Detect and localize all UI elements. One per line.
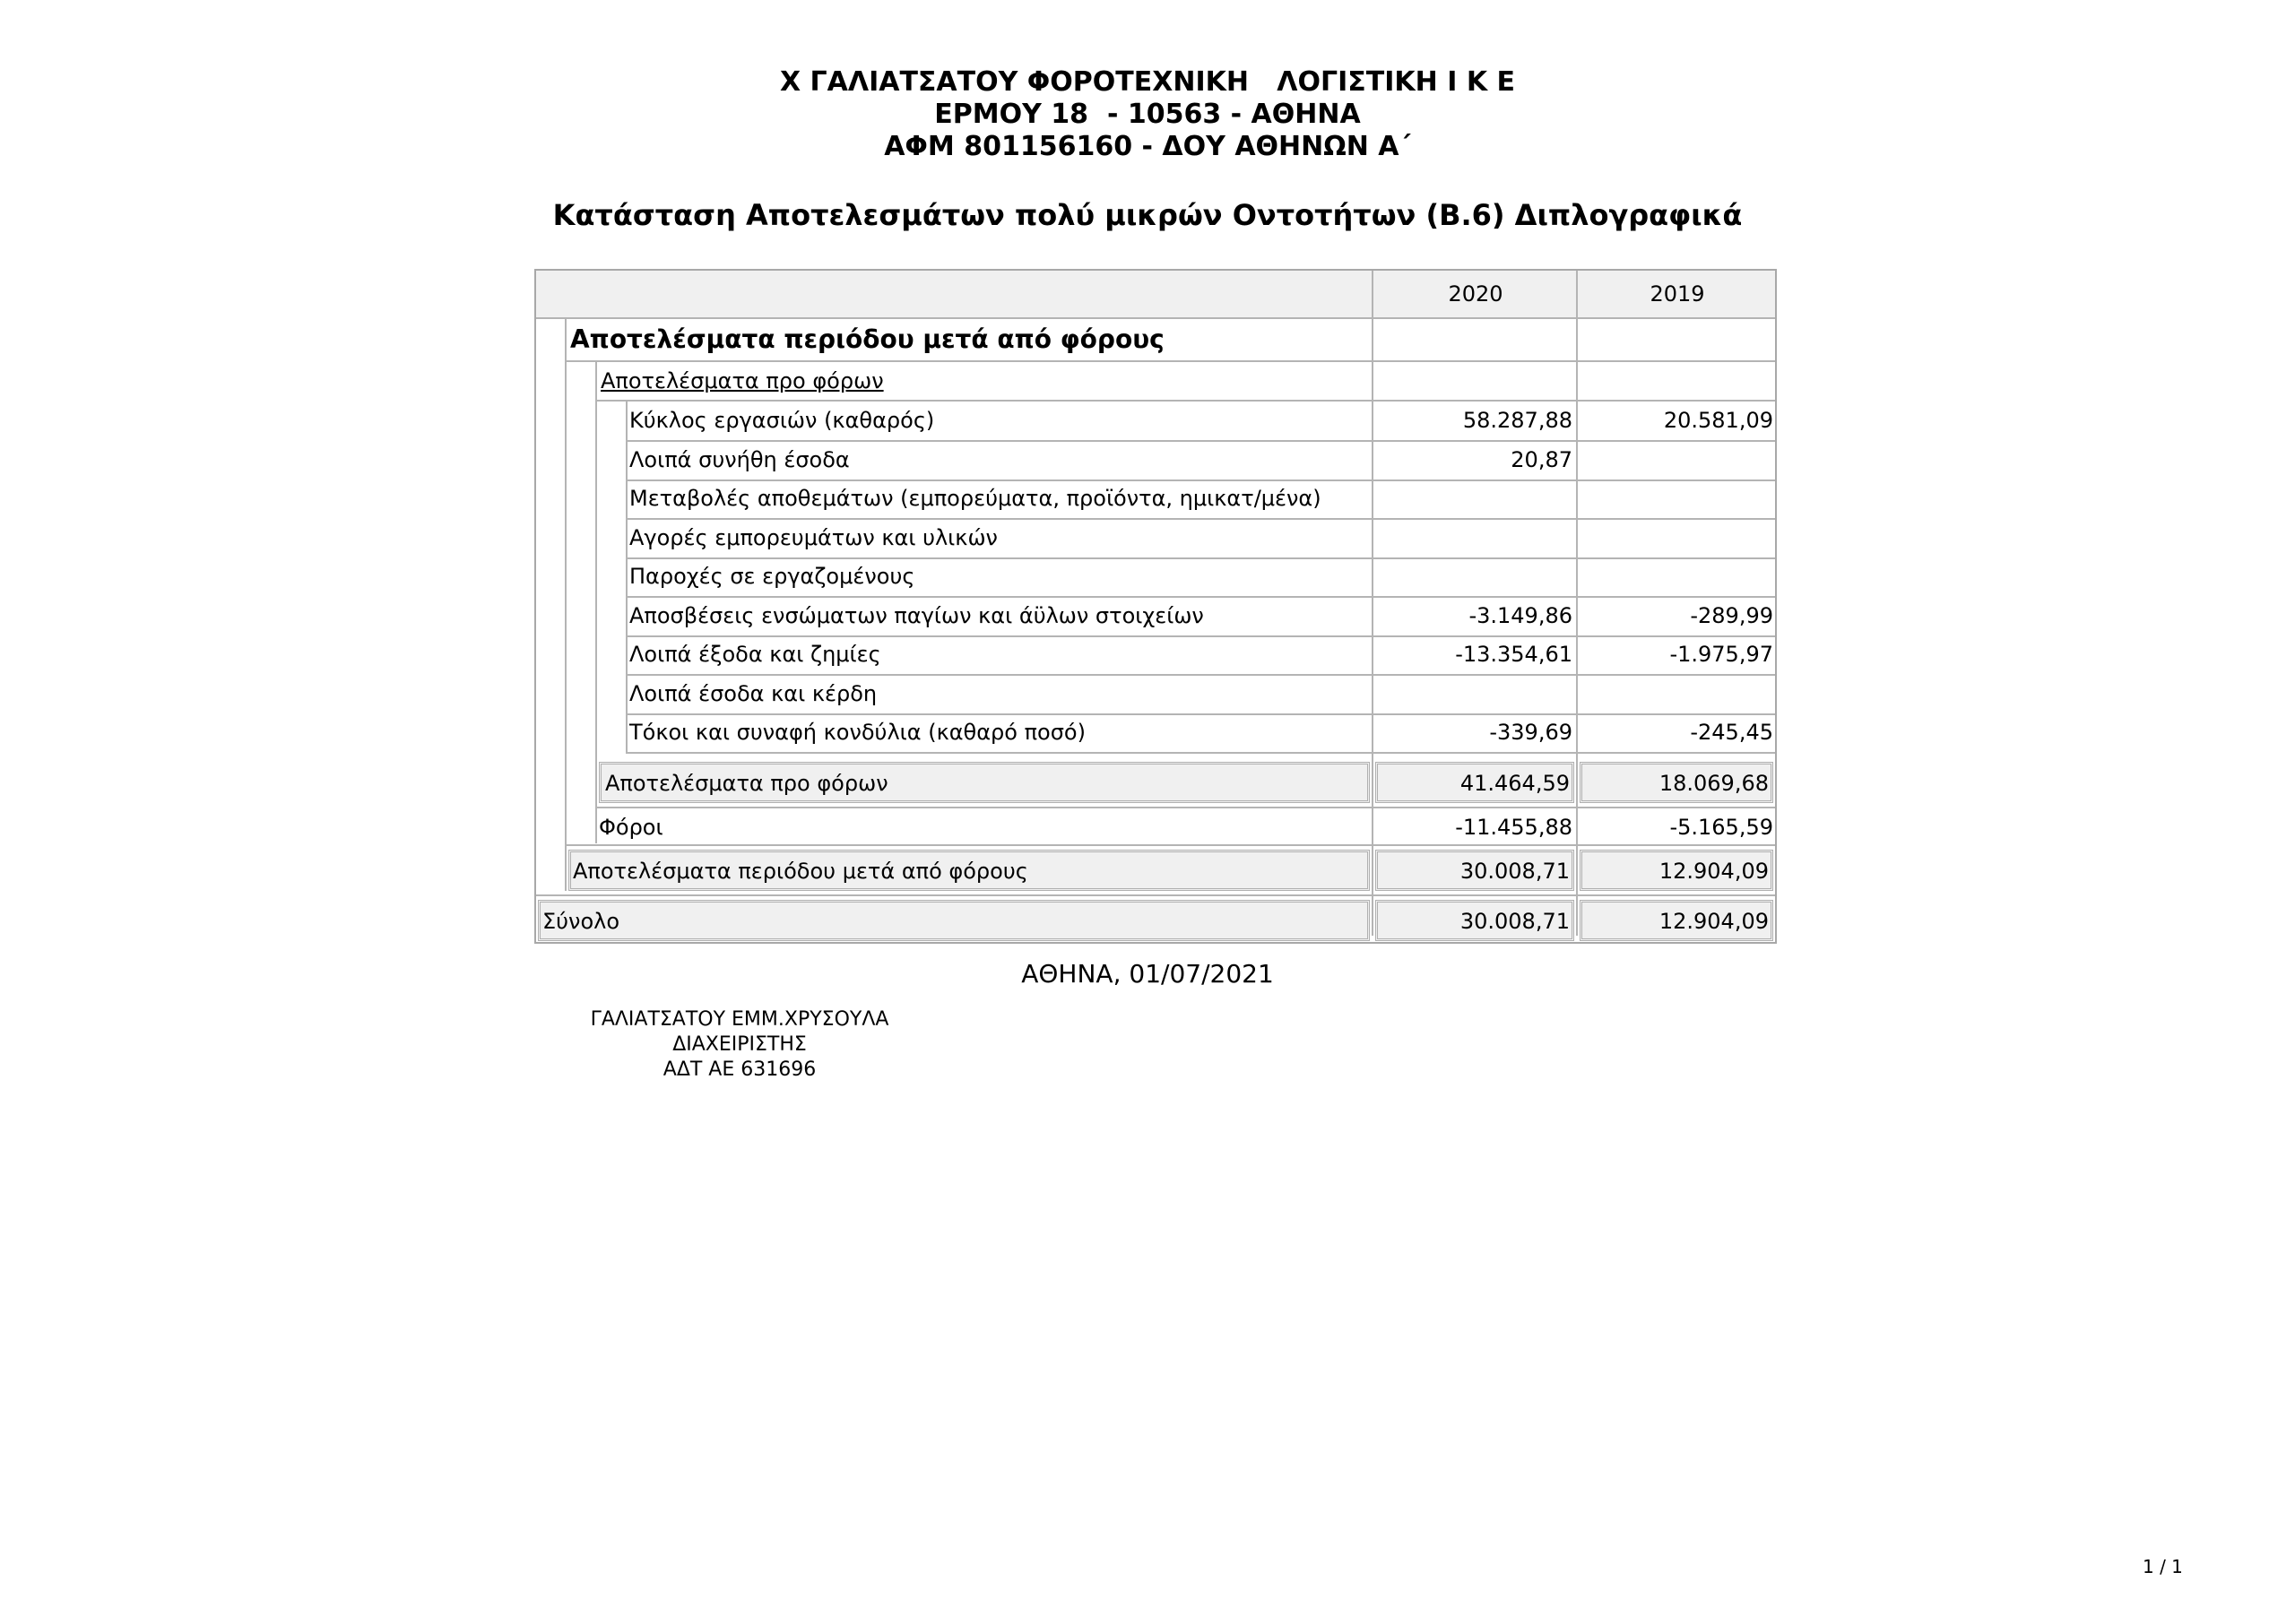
aftertax-total-2019: 12.904,09 <box>1658 859 1769 884</box>
grand-total-2020: 30.008,71 <box>1459 909 1570 934</box>
subsection-title: Αποτελέσματα προ φόρων <box>601 368 884 393</box>
column-header-2019: 2019 <box>1576 271 1777 317</box>
row-divider <box>536 894 1775 896</box>
company-header <box>0 66 2295 163</box>
signature-block <box>565 1007 914 1083</box>
income-statement-table <box>534 269 1777 944</box>
report-title: Κατάσταση Αποτελεσμάτων πολύ μικρών Οντοτήτων (Β.6) Διπλογραφικά <box>552 198 1743 232</box>
row-value-2020: 20,87 <box>1511 447 1572 472</box>
pretax-total-2019-box <box>1580 762 1773 803</box>
grand-total-2020-box <box>1375 900 1574 941</box>
grand-total-label-box <box>538 900 1370 941</box>
aftertax-total-2020-box <box>1375 850 1574 891</box>
section-title: Αποτελέσματα περιόδου μετά από φόρους <box>570 324 1165 354</box>
taxes-label: Φόροι <box>599 815 663 840</box>
pretax-total-label-box <box>599 762 1370 803</box>
taxes-2019: -5.165,59 <box>1669 815 1773 840</box>
row-label: Μεταβολές αποθεμάτων (εμπορεύματα, προϊόντα, ημικατ/μένα) <box>629 486 1321 511</box>
indent-guide <box>626 402 628 753</box>
row-label: Κύκλος εργασιών (καθαρός) <box>629 408 935 433</box>
row-value-2020: 58.287,88 <box>1462 408 1572 433</box>
row-value-2019: -245,45 <box>1690 720 1773 745</box>
place-and-date: ΑΘΗΝΑ, 01/07/2021 <box>1021 959 1274 989</box>
row-divider <box>626 752 1775 754</box>
aftertax-total-label: Αποτελέσματα περιόδου μετά από φόρους <box>573 859 1028 884</box>
pretax-total-2019: 18.069,68 <box>1658 771 1769 796</box>
signer-role: ΔΙΑΧΕΙΡΙΣΤΗΣ <box>672 1033 807 1056</box>
company-name: Χ ΓΑΛΙΑΤΣΑΤΟΥ ΦΟΡΟΤΕΧΝΙΚΗ ΛΟΓΙΣΤΙΚΗ Ι Κ Ε <box>779 66 1516 98</box>
row-divider <box>565 844 1775 846</box>
column-header-2020: 2020 <box>1372 271 1578 317</box>
row-value-2019: -289,99 <box>1690 603 1773 628</box>
pretax-total-2020: 41.464,59 <box>1459 771 1570 796</box>
table-header-row <box>536 271 1775 319</box>
grand-total-2019: 12.904,09 <box>1658 909 1769 934</box>
row-label: Λοιπά έξοδα και ζημίες <box>629 642 881 667</box>
row-label: Λοιπά συνήθη έσοδα <box>629 447 850 472</box>
row-label: Τόκοι και συναφή κονδύλια (καθαρό ποσό) <box>629 720 1086 745</box>
page-number: 1 / 1 <box>2143 1556 2183 1577</box>
taxes-2020: -11.455,88 <box>1455 815 1572 840</box>
row-label: Αγορές εμπορευμάτων και υλικών <box>629 525 998 550</box>
pretax-total-label: Αποτελέσματα προ φόρων <box>605 771 888 796</box>
row-label: Αποσβέσεις ενσώματων παγίων και άϋλων στοιχείων <box>629 603 1204 628</box>
row-value-2019: 20.581,09 <box>1663 408 1773 433</box>
aftertax-total-label-box <box>568 850 1370 891</box>
signer-id: ΑΔΤ ΑΕ 631696 <box>663 1058 817 1081</box>
row-label: Λοιπά έσοδα και κέρδη <box>629 681 878 706</box>
indent-guide <box>595 362 597 843</box>
company-address: ΕΡΜΟΥ 18 - 10563 - ΑΘΗΝΑ <box>934 99 1361 130</box>
company-tax-id: ΑΦΜ 801156160 - ΔΟΥ ΑΘΗΝΩΝ Α΄ <box>884 131 1411 162</box>
row-value-2019: -1.975,97 <box>1669 642 1773 667</box>
grand-total-label: Σύνολο <box>542 909 620 934</box>
aftertax-total-2019-box <box>1580 850 1773 891</box>
grand-total-2019-box <box>1580 900 1773 941</box>
row-value-2020: -339,69 <box>1489 720 1572 745</box>
aftertax-total-2020: 30.008,71 <box>1459 859 1570 884</box>
indent-guide <box>565 317 567 891</box>
signer-name: ΓΑΛΙΑΤΣΑΤΟΥ ΕΜΜ.ΧΡΥΣΟΥΛΑ <box>590 1008 889 1031</box>
row-value-2020: -13.354,61 <box>1455 642 1572 667</box>
pretax-total-2020-box <box>1375 762 1574 803</box>
row-label: Παροχές σε εργαζομένους <box>629 564 915 589</box>
row-value-2020: -3.149,86 <box>1468 603 1572 628</box>
